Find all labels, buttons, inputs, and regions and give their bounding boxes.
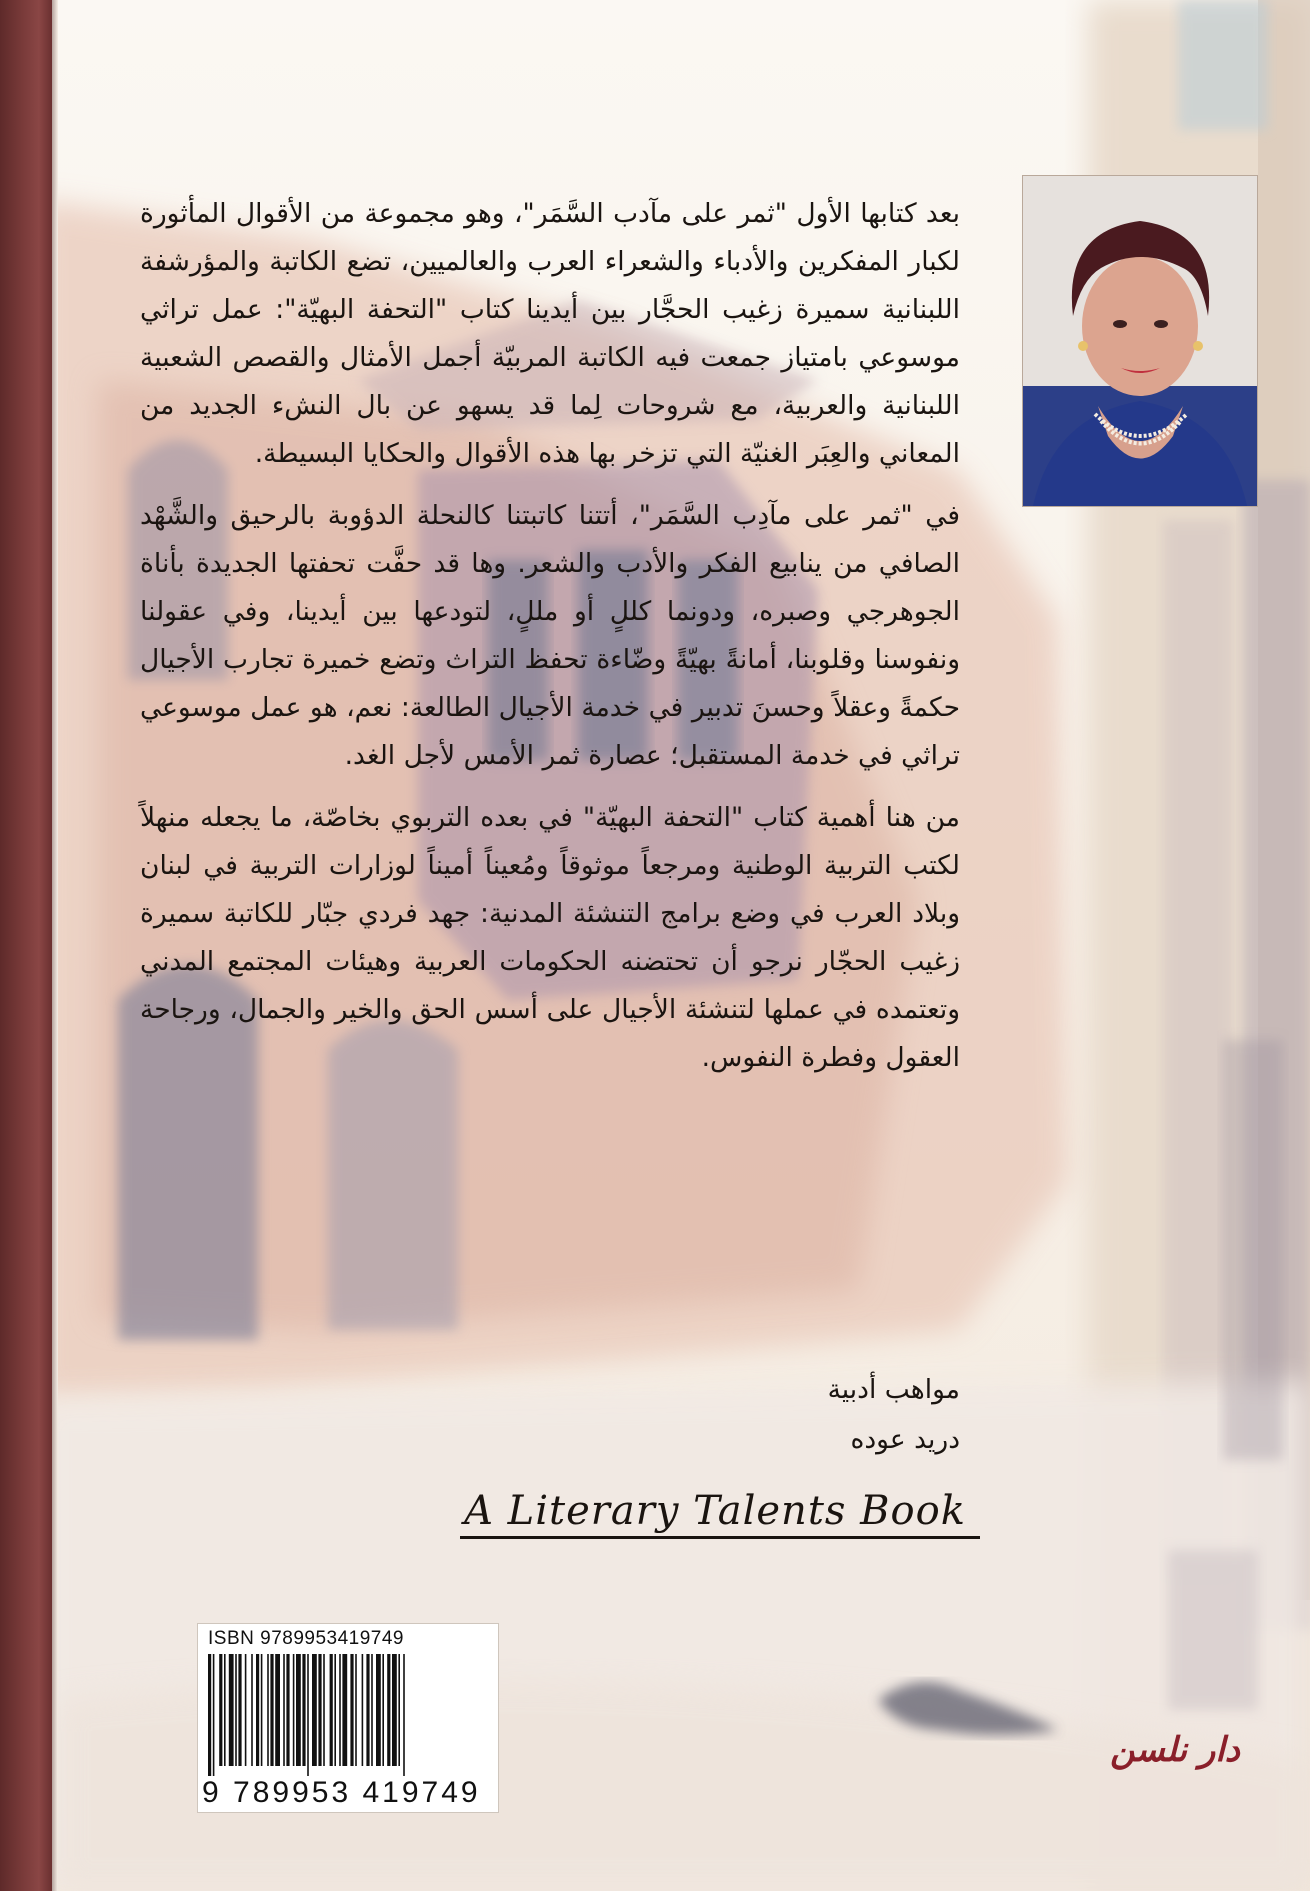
- book-spine: [0, 0, 52, 1891]
- barcode-bar: [342, 1654, 347, 1766]
- barcode-bar: [213, 1654, 215, 1776]
- blurb-paragraph: بعد كتابها الأول "ثمر على مآدب السَّمَر"، وهو مجموعة من الأقوال المأثورة لكبار المفكرين والأدباء والشعراء العرب والعالميين، تضع الكاتبة والمؤرشفة اللبنانية سميرة زغيب الحجَّار بين أيدينا كتاب "التحفة البهيّة": عمل تراثي موسوعي بامتياز جمعت فيه الكاتبة المربيّة أجمل الأمثال والقصص الشعبية اللبنانية والعربية، مع شروحات لِما قد يسهو عن بال النشء الجديد من المعاني والعِبَر الغنيّة التي تزخر بها هذه الأقوال والحكايا البسيطة.: [140, 198, 960, 469]
- barcode-bar: [339, 1654, 341, 1766]
- barcode-bar: [355, 1654, 357, 1766]
- barcode-bar: [238, 1654, 241, 1766]
- barcode-bar: [350, 1654, 353, 1766]
- barcode-bar: [307, 1654, 309, 1776]
- series-underline: [460, 1536, 980, 1539]
- author-photo: [1022, 175, 1258, 507]
- barcode-bar: [208, 1654, 211, 1776]
- barcode-bar: [302, 1654, 305, 1766]
- publisher-logo: دار نلسن: [1110, 1730, 1240, 1770]
- barcode-bar: [245, 1654, 247, 1766]
- isbn-label: ISBN 9789953419749: [208, 1628, 404, 1649]
- barcode-bar: [270, 1654, 273, 1766]
- signature-line-1: مواهب أدبية: [827, 1374, 960, 1405]
- barcode-digits: 9 789953 419749: [202, 1776, 481, 1809]
- barcode-bar: [283, 1654, 285, 1766]
- signature: [140, 1365, 960, 1465]
- barcode-bar: [286, 1654, 289, 1766]
- isbn-barcode: [197, 1623, 499, 1813]
- blurb-paragraph: من هنا أهمية كتاب "التحفة البهيّة" في بعده التربوي بخاصّة، ما يجعله منهلاً لكتب التربية الوطنية ومرجعاً موثوقاً ومُعيناً أميناً لوزارات التربية في لبنان وبلاد العرب في وضع برامج التنشئة المدنية: جهد فردي جبّار للكاتبة سميرة زغيب الحجّار نرجو أن تحتضنه الحكومات العربية وهيئات المجتمع المدني وتعتمده في عملها لتنشئة الأجيال على أسس الحق والخير والجمال، ورجاحة العقول وفطرة النفوس.: [140, 802, 960, 1073]
- barcode-bar: [398, 1654, 400, 1766]
- signature-line-2: دريد عوده: [850, 1424, 960, 1455]
- barcode-bar: [224, 1654, 226, 1766]
- barcode-bar: [334, 1654, 336, 1766]
- barcode-bar: [251, 1654, 253, 1766]
- blurb-paragraph: في "ثمر على مآدِب السَّمَر"، أتتنا كاتبتنا كالنحلة الدؤوبة بالرحيق والشَّهْد الصافي من ينابيع الفكر والأدب والشعر. وها قد حفَّت تحفتها الجديدة بأناة الجوهرجي وصبره، ودونما كللٍ أو مللٍ، لتودعها بين أيدينا، وفي عقولنا ونفوسنا وقلوبنا، أمانةً بهيّةً وضّاءة تحفظ التراث وتضع خميرة تجارب الأجيال حكمةً وعقلاً وحسنَ تدبير في خدمة الأجيال الطالعة: نعم، هو عمل موسوعي تراثي في خدمة المستقبل؛ عصارة ثمر الأمس لأجل الغد.: [140, 500, 960, 771]
- barcode-bar: [330, 1654, 333, 1766]
- barcode-bar: [296, 1654, 301, 1766]
- back-cover-blurb: [140, 190, 960, 1096]
- barcode-bar: [366, 1654, 369, 1766]
- barcode-bar: [371, 1654, 373, 1766]
- barcode-bar: [229, 1654, 234, 1766]
- barcode-bar: [382, 1654, 384, 1766]
- barcode-bar: [267, 1654, 269, 1766]
- barcode-bar: [275, 1654, 280, 1766]
- barcode-bar: [312, 1654, 317, 1766]
- barcode-bar: [403, 1654, 405, 1776]
- barcode-bar: [362, 1654, 364, 1766]
- barcode-bar: [323, 1654, 325, 1766]
- barcode-icon: [206, 1654, 490, 1776]
- barcode-bar: [318, 1654, 321, 1766]
- barcode-bar: [376, 1654, 381, 1766]
- barcode-bar: [387, 1654, 390, 1766]
- series-name: A Literary Talents Book: [464, 1488, 966, 1534]
- barcode-bar: [256, 1654, 259, 1766]
- barcode-bar: [293, 1654, 295, 1766]
- barcode-bar: [261, 1654, 263, 1766]
- barcode-bar: [392, 1654, 397, 1766]
- barcode-bar: [219, 1654, 222, 1766]
- barcode-bar: [235, 1654, 237, 1766]
